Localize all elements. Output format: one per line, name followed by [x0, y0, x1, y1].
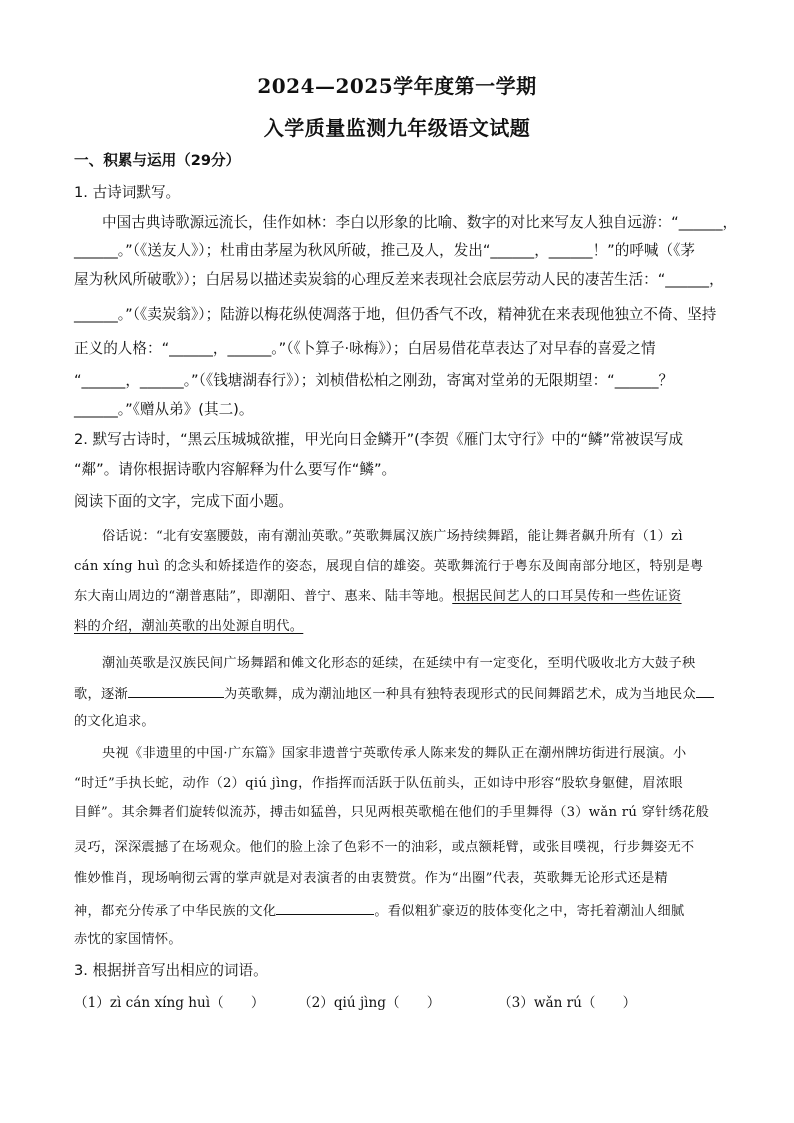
question-1-line: 正义的人格：“______，______。”（《卜算子·咏梅》）；白居易借花草表达了对早春的喜爱之情	[74, 340, 656, 357]
fill-blank	[696, 683, 714, 698]
reading-instructions: 阅读下面的文字，完成下面小题。	[74, 493, 293, 510]
passage-text: 。看似粗犷豪迈的肢体变化之中，寄托着潮汕人细腻	[374, 904, 685, 919]
question-3-item: （2）qiú jìng（ ）	[298, 995, 441, 1011]
question-1-line: ______。”《赠从弟》(其二)。	[74, 401, 254, 418]
passage-line	[74, 617, 734, 637]
passage-line: cán xíng huì 的念头和娇揉造作的姿态，展现自信的雄姿。英歌舞流行于粤东及闽南部分地区，特别是粤	[74, 559, 704, 574]
question-3-item: （3）wǎn rú（ ）	[498, 995, 637, 1011]
underlined-sentence: 根据民间艺人的口耳昊传和一些佐证资	[452, 589, 682, 604]
passage-text: 为英歌舞，成为潮汕地区一种具有独特表现形式的民间舞蹈艺术，成为当地民众	[223, 687, 697, 702]
passage-line: 潮汕英歌是汉族民间广场舞蹈和傩文化形态的延续，在延续中有一定变化，至明代吸收北方大鼓子秧	[102, 656, 696, 671]
passage-line: 目鲜”。其余舞者们旋转似流苏，搏击如猛兽，只见两根英歌槌在他们的手里舞得（3）wǎn rú 穿针绣花般	[74, 805, 710, 820]
passage-line	[74, 900, 734, 922]
passage-line: 赤忱的家国情怀。	[74, 932, 182, 947]
passage-line	[74, 587, 734, 607]
passage-text: 神，都充分传承了中华民族的文化	[74, 904, 277, 919]
passage-line: 惟妙惟肖，现场响彻云霄的掌声就是对表演者的由衷赞赏。作为“出圈”代表，英歌舞无论形式还是精	[74, 871, 669, 886]
underlined-sentence: 料的介绍，潮汕英歌的出处源自明代。	[74, 619, 304, 634]
exam-title-subject: 入学质量监测九年级语文试题	[263, 116, 531, 140]
question-3-item: （1）zì cán xíng huì（ ）	[74, 995, 265, 1011]
section-heading: 一、积累与运用（29分）	[74, 152, 241, 169]
fill-blank	[276, 900, 374, 915]
question-1-line: “______，______。”（《钱塘湖春行》）；刘桢借松柏之刚劲，寄寓对堂弟的无限期望：“______？	[74, 372, 674, 389]
passage-line: “时迁”手执长蛇，动作（2）qiú jìng，作指挥而活跃于队伍前头，正如诗中形容“股软身躯健，眉浓眼	[74, 776, 683, 791]
question-1-stem: 1. 古诗词默写。	[74, 184, 181, 201]
passage-line	[74, 683, 734, 705]
passage-text: 东大南山周边的“潮普惠陆”，即潮阳、普宁、惠来、陆丰等地。	[74, 589, 453, 604]
question-2-line: 2. 默写古诗时，“黑云压城城欲摧，甲光向日金鳞开”(李贺《雁门太守行》中的“鳞”常被误写成	[74, 431, 684, 448]
question-1-line: ______。”（《卖炭翁》）；陆游以梅花纵使凋落于地，但仍香气不改，精神犹在来表现他独立不倚、坚持	[74, 306, 717, 323]
question-1-line: 中国古典诗歌源远流长，佳作如林：李白以形象的比喻、数字的对比来写友人独自远游：“______，	[102, 214, 738, 231]
question-2-line: “鄰”。请你根据诗歌内容解释为什么要写作“鳞”。	[74, 461, 397, 478]
question-3-stem: 3. 根据拼音写出相应的词语。	[74, 962, 268, 979]
fill-blank	[128, 683, 224, 698]
passage-line: 灵巧，深深震撼了在场观众。他们的脸上涂了色彩不一的油彩，或点额耗臂，或张目噗视，行步舞姿无不	[74, 840, 695, 855]
exam-title-term: 2024—2025学年度第一学期	[257, 74, 537, 98]
question-1-line: 屋为秋风所破歌》）；白居易以描述卖炭翁的心理反差来表现社会底层劳动人民的凄苦生活：“______，	[74, 271, 724, 288]
passage-line: 央视《非遗里的中国·广东篇》国家非遗普宁英歌传承人陈来发的舞队正在潮州牌坊街进行展演。小	[102, 746, 687, 761]
passage-line: 的文化追求。	[74, 714, 155, 729]
passage-line: 俗话说：“北有安塞腰鼓，南有潮汕英歌。”英歌舞属汉族广场持续舞蹈，能让舞者飙升所有（1）zì	[102, 529, 683, 544]
passage-text: 歌，逐渐	[74, 687, 128, 702]
question-1-line: ______。”（《送友人》）；杜甫由茅屋为秋风所破，推己及人，发出“______，______！”的呼喊（《茅	[74, 242, 696, 259]
